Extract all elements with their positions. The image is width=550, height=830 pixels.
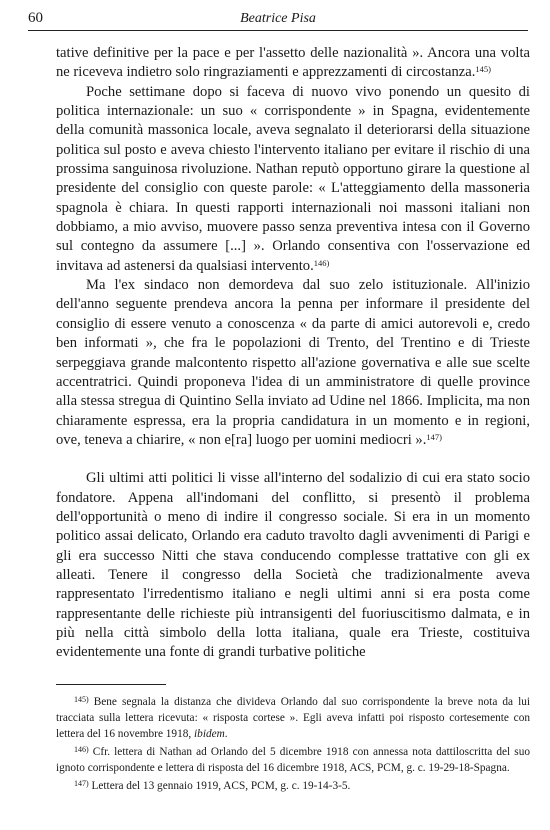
footnote-mark: 146) — [74, 745, 89, 754]
footnote-mark: 147) — [74, 779, 89, 788]
body-text — [56, 44, 530, 663]
footnote-rule — [56, 684, 166, 685]
paragraph: Gli ultimi atti politici li visse all'interno del sodalizio di cui era stato socio fondatore. Appena all'indomani del conflitto, si presentò il problema dell'opportunità o meno di indire il congresso sociale. Si era in un momento politico assai delicato, Orlando era caduto travolto dagli avvenimenti di Parigi e gli era successo Nitti che stava conducendo complesse trattative con gli ex alleati. Tenere il congresso della Società che tradizionalmente aveva rappresentato l'irredentismo italiano e negli ultimi anni si era posta come rappresentante delle richieste più intransigenti del fuoriuscitismo dalmata, e in più nella città simbolo della lotta italiana, quale era Trieste, costituiva evidentemente una fonte di grandi turbative politiche — [56, 470, 530, 661]
page-header — [28, 8, 528, 30]
footnote: $^{145)}$ Bene segnala la distanza che divideva Orlando dal suo corrispondente la breve nota da lui tracciata sulla lettera ricevuta: « risposta cortese ». Egli aveva infatti poi risposto cortesemente con lettera del 16 novembre 1918, ibidem. — [56, 695, 530, 740]
header-rule — [28, 30, 528, 31]
page-number: 60 — [28, 10, 43, 26]
footnotes — [56, 694, 530, 796]
footnote: $^{146)}$ Cfr. lettera di Nathan ad Orlando del 5 dicembre 1918 con annessa nota dattiloscritta del suo ignoto corrispondente e lettera di risposta del 16 dicembre 1918, ACS, PCM, g. c. 19-29-18-Spagna. — [56, 745, 531, 774]
footnote-ref: 147) — [426, 431, 442, 442]
footnote-ref: 145) — [475, 64, 491, 75]
paragraph: Poche settimane dopo si faceva di nuovo vivo ponendo un quesito di politica internazionale: un suo « corrispondente » in Spagna, evidentemente della comunità massonica locale, aveva segnalato il deteriorarsi della situazione politica sul posto e aveva chiesto l'intervento italiano per evitare il rischio di una prossima sanguinosa rivoluzione. Nathan reputò opportuno girare la questione al presidente del consiglio con queste parole: « L'atteggiamento della massoneria spagnola è chiara. In questi rapporti internazionali noi massoni italiani non dobbiamo, a mio avviso, muovere passo senza preventiva intesa con il Governo sul contegno da assumere [...] ». Orlando consentiva con l'osservazione ed invitava ad astenersi da qualsiasi intervento.$^{146)}$ — [56, 83, 530, 274]
paragraph: tative definitive per la pace e per l'assetto delle nazionalità ». Ancora una volta ne riceveva indietro solo ringraziamenti e apprezzamenti di circostanza.$^{145)}$ — [56, 45, 530, 81]
footnote-ref: 146) — [313, 257, 330, 268]
paragraph: Ma l'ex sindaco non demordeva dal suo zelo istituzionale. All'inizio dell'anno seguente prendeva ancora la penna per informare il presidente del consiglio di essere venuto a conoscenza « da parte di amici autorevoli e, credo ben informati », che fra le popolazioni di Trento, del Trentino e di Trieste serpeggiava grande malcontento rispetto all'azione governativa e alle sue scelte accentratrici. Quindi proponeva l'idea di un amministratore di quelle province alla stessa stregua di Quintino Sella inviato ad Udine nel 1866. Implicita, ma non chiaramente espressa, era la propria candidatura in un momento e in regioni, ove, teneva a chiarire, « non e[ra] luogo per uomini mediocri ».$^{147)}$ — [56, 277, 530, 448]
footnote: $^{147)}$ Lettera del 13 gennaio 1919, ACS, PCM, g. c. 19-14-3-5. — [74, 779, 351, 792]
footnote-mark: 145) — [74, 695, 89, 704]
running-title: Beatrice Pisa — [240, 11, 316, 26]
